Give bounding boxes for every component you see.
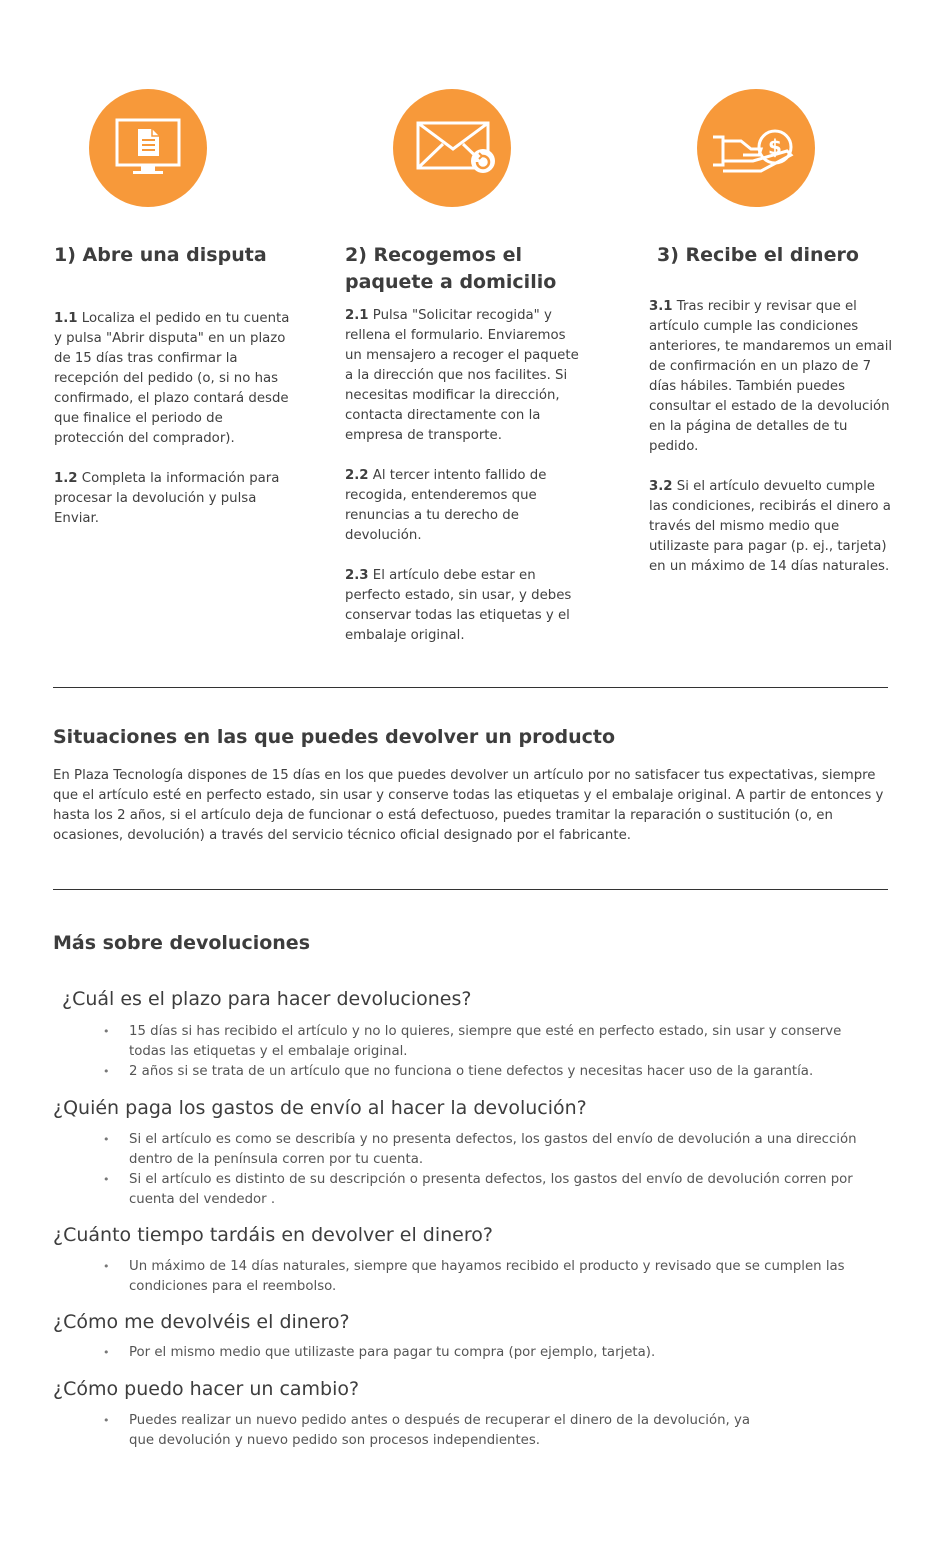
faq-answer: • Puedes realizar un nuevo pedido antes o después de recuperar el dinero de la devolución, ya que devolución y nuevo pedido son procesos independientes. [103, 1411, 763, 1451]
faq-question: ¿Cómo me devolvéis el dinero? [53, 1311, 350, 1333]
faq-question: ¿Quién paga los gastos de envío al hacer la devolución? [53, 1097, 587, 1119]
svg-text:$: $ [768, 135, 782, 159]
step-1-body [54, 309, 290, 549]
situations-text: En Plaza Tecnología dispones de 15 días en los que puedes devolver un artículo por no satisfacer tus expectativas, siempre que el artículo esté en perfecto estado, sin usar y conserve todas las etiquetas y el embalaje original. A partir de entonces y hasta los 2 años, si el artículo deja de funcionar o está defectuoso, puedes tramitar la reparación o sustitución (o, en ocasiones, devolución) a través del servicio técnico oficial designado por el fabricante. [53, 768, 884, 843]
faq-answer-list [103, 1343, 873, 1363]
faq-answer: • Si el artículo es como se describía y no presenta defectos, los gastos del envío de devolución a una dirección dentro de la península corren por tu cuenta. [103, 1130, 873, 1170]
step-1-1-text: 1.1 Localiza el pedido en tu cuenta y pulsa "Abrir disputa" en un plazo de 15 días tras confirmar la recepción del pedido (o, si no has confirmado, el plazo contará desde que finalice el periodo de protección del comprador). [54, 311, 290, 446]
divider-2 [53, 889, 888, 890]
faq-answer: • 2 años si se trata de un artículo que no funciona o tiene defectos y necesitas hacer uso de la garantía. [103, 1062, 873, 1082]
step-2-2-text: 2.2 Al tercer intento fallido de recogida, entenderemos que renuncias a tu derecho de devolución. [345, 468, 547, 543]
situations-title: Situaciones en las que puedes devolver un producto [53, 726, 616, 748]
faq-answer-list [103, 1022, 873, 1082]
monitor-document-icon [89, 89, 207, 207]
envelope-return-icon [393, 89, 511, 207]
faq-answer: • 15 días si has recibido el artículo y no lo quieres, siempre que esté en perfecto estado, sin usar y conserve todas las etiquetas y el embalaje original. [103, 1022, 873, 1062]
faq-answer: • Por el mismo medio que utilizaste para pagar tu compra (por ejemplo, tarjeta). [103, 1343, 873, 1363]
hand-money-icon [697, 89, 815, 207]
step-3-body [649, 297, 894, 597]
faq-question: ¿Cuánto tiempo tardáis en devolver el dinero? [53, 1224, 493, 1246]
step-1-2-text: 1.2 Completa la información para procesar la devolución y pulsa Enviar. [54, 471, 280, 526]
step-2-body [345, 306, 581, 666]
step-3-1-text: 3.1 Tras recibir y revisar que el artículo cumple las condiciones anteriores, te mandaremos un email de confirmación en un plazo de 7 días hábiles. También puedes consultar el estado de la devolución en la página de detalles de tu pedido. [649, 299, 893, 454]
step-2-title: 2) Recogemos el paquete a domicilio [345, 244, 557, 293]
step-3-2-text: 3.2 Si el artículo devuelto cumple las condiciones, recibirás el dinero a través del mismo medio que utilizaste para pagar (p. ej., tarjeta) en un máximo de 14 días naturales. [649, 479, 891, 574]
faq-answer: • Si el artículo es distinto de su descripción o presenta defectos, los gastos del envío de devolución corren por cuenta del vendedor . [103, 1170, 873, 1210]
faq-answer: • Un máximo de 14 días naturales, siempre que hayamos recibido el producto y revisado que se cumplen las condiciones para el reembolso. [103, 1257, 873, 1297]
faq-answer-list [103, 1257, 873, 1297]
step-2-1-text: 2.1 Pulsa "Solicitar recogida" y rellena el formulario. Enviaremos un mensajero a recoger el paquete a la dirección que nos facilites. Si necesitas modificar la dirección, contacta directamente con la empresa de transporte. [345, 308, 579, 443]
faq-answer-list [103, 1130, 873, 1210]
faq-question: ¿Cómo puedo hacer un cambio? [53, 1378, 360, 1400]
faq-answer-list [103, 1411, 763, 1451]
faq-question: ¿Cuál es el plazo para hacer devoluciones? [62, 988, 472, 1010]
step-1-title: 1) Abre una disputa [54, 244, 267, 266]
divider-1 [53, 687, 888, 688]
more-title: Más sobre devoluciones [53, 932, 311, 954]
step-3-title: 3) Recibe el dinero [657, 244, 859, 266]
step-2-3-text: 2.3 El artículo debe estar en perfecto estado, sin usar, y debes conservar todas las etiquetas y el embalaje original. [345, 568, 572, 643]
